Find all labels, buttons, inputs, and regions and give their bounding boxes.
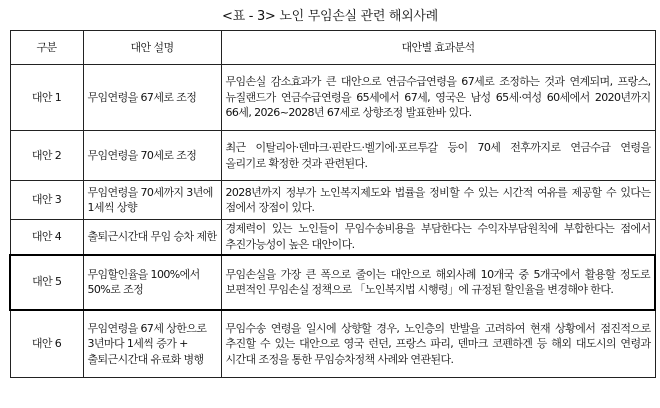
table-caption: <표 - 3> 노인 무임손실 관련 해외사례 (222, 9, 438, 24)
row-category: 대안 2 (10, 131, 83, 181)
row-description: 출퇴근시간대 무임 승차 제한 (83, 220, 221, 255)
row-category: 대안 4 (10, 220, 83, 255)
row-analysis: 2028년까지 정부가 노인복지제도와 법률을 정비할 수 있는 시간적 여유를 제공할 수 있다는 점에서 장점이 있다. (221, 181, 655, 220)
row-analysis: 무임손실을 가장 큰 폭으로 줄이는 대안으로 해외사례 10개국 중 5개국에서 활용할 정도로 보편적인 무임손실 정책으로 「노인복지법 시행령」에 규정된 할인율을 변경해야 한다. (221, 255, 655, 310)
row-analysis: 무임손실 감소효과가 큰 대안으로 연금수급연령을 67세로 조정하는 것과 연계되며, 프랑스, 뉴질랜드가 연금수급연령을 65세에서 67세, 영국은 남성 65세·여성 60세에서 2020년까지 66세, 2026~2028년 67세로 상향조정 발표한바 있다. (221, 65, 655, 131)
row-analysis: 무임수송 연령을 일시에 상향할 경우, 노인층의 반발을 고려하여 현재 상황에서 점진적으로 추진할 수 있는 대안으로 영국 런던, 프랑스 파리, 덴마크 코펜하겐 등 해외 대도시의 연령과 시간대 조정을 통한 무임승차정책 사례와 연관된다. (221, 310, 655, 378)
table-row (10, 220, 655, 255)
header-category: 구분 (10, 31, 83, 65)
row-analysis: 최근 이탈리아·덴마크·핀란드·벨기에·포르투갈 등이 70세 전후까지로 연금수급 연령을 올리기로 확정한 것과 관련된다. (221, 131, 655, 181)
row-category: 대안 6 (10, 310, 83, 378)
row-analysis: 경제력이 있는 노인들이 무임수송비용을 부담한다는 수익자부담원칙에 부합한다는 점에서 추진가능성이 높은 대안이다. (221, 220, 655, 255)
table-row (10, 310, 655, 378)
row-category: 대안 5 (10, 255, 83, 310)
table-row (10, 181, 655, 220)
alternatives-table (9, 30, 656, 378)
row-description: 무임연령을 67세 상한으로 3년마다 1세씩 증가 + 출퇴근시간대 유료화 병행 (83, 310, 221, 378)
table-header-row (10, 31, 655, 65)
row-description: 무임연령을 67세로 조정 (83, 65, 221, 131)
row-description: 무임연령을 70세로 조정 (83, 131, 221, 181)
table-row-highlighted (10, 255, 655, 310)
header-description: 대안 설명 (83, 31, 221, 65)
row-description: 무임할인율을 100%에서 50%로 조정 (83, 255, 221, 310)
row-category: 대안 1 (10, 65, 83, 131)
table-row (10, 65, 655, 131)
table-row (10, 131, 655, 181)
header-analysis: 대안별 효과분석 (221, 31, 655, 65)
row-category: 대안 3 (10, 181, 83, 220)
row-description: 무임연령을 70세까지 3년에 1세씩 상향 (83, 181, 221, 220)
